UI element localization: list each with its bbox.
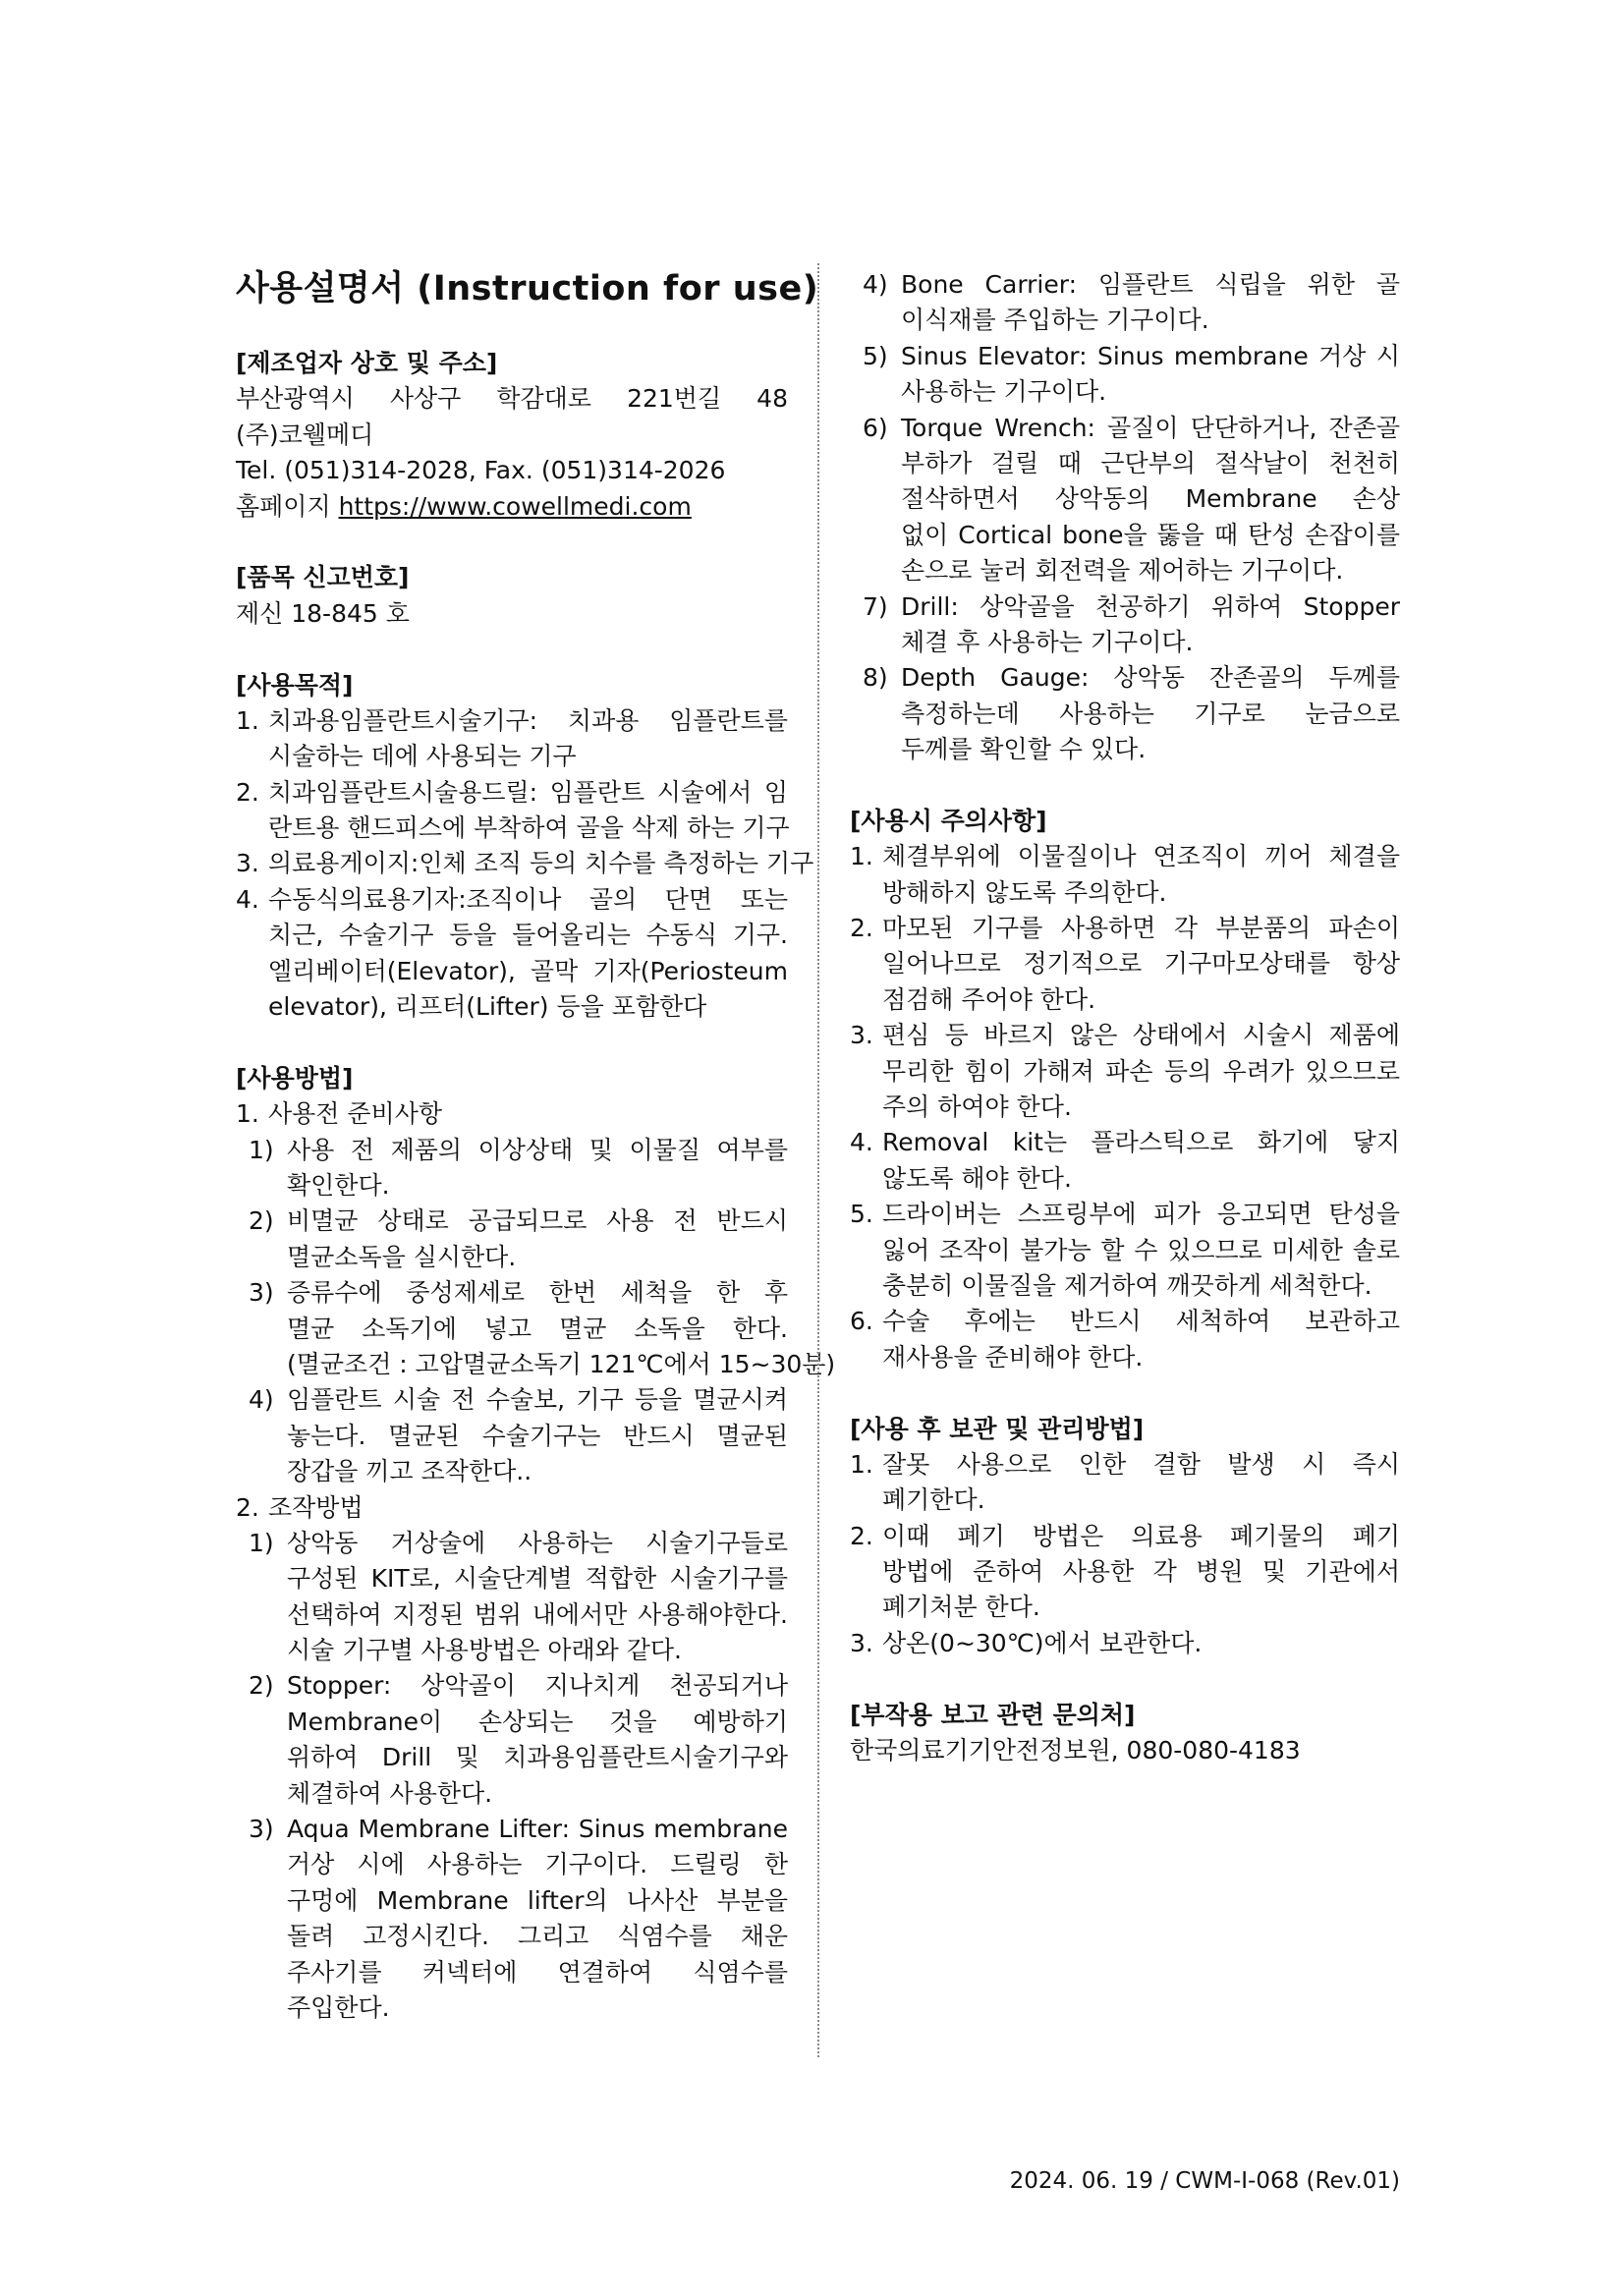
item-number: 2. bbox=[236, 777, 259, 807]
item-number: 4. bbox=[236, 884, 259, 914]
text-line: 수동식의료용기자:조직이나 골의 단면 또는 bbox=[268, 884, 788, 914]
text-line: 일어나므로 정기적으로 기구마모상태를 항상 bbox=[882, 949, 1400, 979]
text-line: 충분히 이물질을 제거하여 깨끗하게 세척한다. bbox=[882, 1270, 1372, 1300]
text-line: 수술 후에는 반드시 세척하여 보관하고 bbox=[882, 1307, 1400, 1336]
text-line: Drill: 상악골을 천공하기 위하여 Stopper bbox=[901, 591, 1400, 621]
list-item bbox=[850, 339, 1400, 411]
text-line: 사용하는 기구이다. bbox=[901, 377, 1107, 407]
section-heading: [품목 신고번호] bbox=[236, 563, 410, 592]
item-number: 1. bbox=[236, 1099, 259, 1129]
text-line: 부하가 걸릴 때 근단부의 절삭날이 천천히 bbox=[901, 448, 1400, 477]
list-item bbox=[236, 1382, 788, 1489]
list-item bbox=[236, 1668, 788, 1812]
column-divider bbox=[817, 263, 819, 2057]
text-line: Membrane이 손상되는 것을 예방하기 bbox=[287, 1707, 788, 1736]
blank-line bbox=[236, 525, 788, 560]
homepage-line bbox=[236, 489, 788, 525]
left-column bbox=[236, 346, 836, 2026]
text-line: 시술하는 데에 사용되는 기구 bbox=[268, 742, 577, 771]
text-line: 점검해 주어야 한다. bbox=[882, 984, 1096, 1014]
text-line: 체결부위에 이물질이나 연조직이 끼어 체결을 bbox=[882, 842, 1400, 871]
item-number: 3. bbox=[850, 1021, 873, 1050]
list-item bbox=[236, 1204, 788, 1275]
section-heading: [사용 후 보관 및 관리방법] bbox=[850, 1414, 1145, 1443]
text-line: Aqua Membrane Lifter: Sinus membrane bbox=[287, 1815, 788, 1844]
text-line: 상온(0~30℃)에서 보관한다. bbox=[882, 1628, 1203, 1657]
section-heading: [부작용 보고 관련 문의처] bbox=[850, 1700, 1136, 1729]
text-line: 선택하여 지정된 범위 내에서만 사용해야한다. bbox=[287, 1599, 788, 1629]
text-line: 잃어 조작이 불가능 할 수 있으므로 미세한 솔로 bbox=[882, 1235, 1400, 1264]
text-line: 거상 시에 사용하는 기구이다. 드릴링 한 bbox=[287, 1850, 788, 1879]
text-line: 멸균 소독기에 넣고 멸균 소독을 한다. bbox=[287, 1314, 788, 1343]
text-line: 주사기를 커넥터에 연결하여 식염수를 bbox=[287, 1957, 788, 1987]
item-number: 4) bbox=[863, 270, 888, 299]
list-item bbox=[850, 1197, 1400, 1304]
list-item bbox=[236, 1526, 788, 1669]
text-line: Sinus Elevator: Sinus membrane 거상 시 bbox=[901, 341, 1400, 370]
text-line: 치과용임플란트시술기구: 치과용 임플란트를 bbox=[268, 705, 788, 735]
text-line: 란트용 핸드피스에 부착하여 골을 삭제 하는 기구 bbox=[268, 813, 790, 843]
text-line: 멸균소독을 실시한다. bbox=[287, 1242, 517, 1271]
section-heading: [사용방법] bbox=[236, 1063, 354, 1092]
list-item bbox=[850, 267, 1400, 339]
text-line: 사용전 준비사항 bbox=[268, 1099, 442, 1129]
list-item bbox=[850, 1447, 1400, 1519]
list-item bbox=[236, 1812, 788, 2026]
list-item bbox=[850, 1733, 1400, 1768]
text-line: 마모된 기구를 사용하면 각 부분품의 파손이 bbox=[882, 914, 1400, 943]
text-line: 놓는다. 멸균된 수술기구는 반드시 멸균된 bbox=[287, 1421, 788, 1450]
section-heading: [제조업자 상호 및 주소] bbox=[236, 349, 498, 377]
list-item bbox=[850, 660, 1400, 767]
item-number: 3. bbox=[236, 849, 259, 878]
list-item bbox=[236, 1275, 836, 1382]
text-line: 주입한다. bbox=[287, 1992, 390, 2022]
text-line: 상악동 거상술에 사용하는 시술기구들로 bbox=[287, 1528, 788, 1557]
text-line: Removal kit는 플라스틱으로 화기에 닿지 bbox=[882, 1128, 1400, 1157]
text-line: 방해하지 않도록 주의한다. bbox=[882, 877, 1167, 907]
text-line: 이식재를 주입하는 기구이다. bbox=[901, 306, 1209, 335]
list-item bbox=[850, 1018, 1400, 1125]
text-line: 폐기한다. bbox=[882, 1485, 985, 1515]
list-item bbox=[236, 1096, 788, 1132]
text-line: elevator), 리프터(Lifter) 등을 포함한다 bbox=[268, 992, 707, 1022]
text-line: 위하여 Drill 및 치과용임플란트시술기구와 bbox=[287, 1743, 788, 1772]
list-item bbox=[236, 846, 814, 881]
text-line: 치과임플란트시술용드릴: 임플란트 시술에서 임 bbox=[268, 777, 788, 807]
list-item bbox=[850, 1304, 1400, 1375]
item-number: 2. bbox=[236, 1492, 259, 1522]
text-line: 구멍에 Membrane lifter의 나사산 부분을 bbox=[287, 1885, 788, 1915]
text-line: 구성된 KIT로, 시술단계별 적합한 시술기구를 bbox=[287, 1564, 788, 1594]
text-line: Depth Gauge: 상악동 잔존골의 두께를 bbox=[901, 663, 1400, 693]
text-line: 없이 Cortical bone을 뚫을 때 탄성 손잡이를 bbox=[901, 520, 1400, 549]
blank-line bbox=[850, 767, 1400, 803]
text-line: 의료용게이지:인체 조직 등의 치수를 측정하는 기구 bbox=[268, 849, 814, 878]
text-line: 두께를 확인할 수 있다. bbox=[901, 735, 1147, 764]
item-number: 6) bbox=[863, 413, 888, 442]
text-line: (주)코웰메디 bbox=[236, 420, 374, 449]
text-line: 절삭하면서 상악동의 Membrane 손상 bbox=[901, 484, 1400, 514]
item-number: 1. bbox=[850, 1449, 873, 1479]
text-line: 잘못 사용으로 인한 결함 발생 시 즉시 bbox=[882, 1449, 1400, 1479]
item-number: 1) bbox=[249, 1135, 274, 1164]
text-line: 증류수에 중성제세로 한번 세척을 한 후 bbox=[287, 1278, 788, 1308]
text-line: 제신 18-845 호 bbox=[236, 598, 410, 628]
list-item bbox=[236, 775, 788, 847]
list-item bbox=[850, 411, 1400, 589]
list-item bbox=[850, 839, 1400, 911]
text-line: 재사용을 준비해야 한다. bbox=[882, 1342, 1144, 1372]
text-line: 장갑을 끼고 조작한다.. bbox=[287, 1457, 532, 1486]
blank-line bbox=[236, 632, 788, 667]
text-line: Stopper: 상악골이 지나치게 천공되거나 bbox=[287, 1671, 788, 1701]
item-number: 3. bbox=[850, 1628, 873, 1657]
blank-line bbox=[236, 1025, 788, 1060]
list-item bbox=[236, 1133, 788, 1204]
item-number: 4) bbox=[249, 1385, 274, 1415]
item-number: 2. bbox=[850, 914, 873, 943]
text-line: 임플란트 시술 전 수술보, 기구 등을 멸균시켜 bbox=[287, 1385, 788, 1415]
list-item bbox=[236, 882, 788, 1026]
text-line: 방법에 준하여 사용한 각 병원 및 기관에서 bbox=[882, 1557, 1400, 1587]
text-line: 편심 등 바르지 않은 상태에서 시술시 제품에 bbox=[882, 1021, 1400, 1050]
text-line: 체결 후 사용하는 기구이다. bbox=[901, 627, 1194, 656]
section-heading: [사용목적] bbox=[236, 670, 354, 700]
text-line: 주의 하여야 한다. bbox=[882, 1092, 1072, 1121]
item-number: 1) bbox=[249, 1528, 274, 1557]
item-number: 1. bbox=[236, 705, 259, 735]
item-number: 2) bbox=[249, 1671, 274, 1701]
text-line: 체결하여 사용한다. bbox=[287, 1778, 493, 1808]
item-number: 3) bbox=[249, 1815, 274, 1844]
text-line: 이때 폐기 방법은 의료용 폐기물의 폐기 bbox=[882, 1521, 1400, 1550]
list-item bbox=[850, 1519, 1400, 1626]
list-item bbox=[850, 911, 1400, 1018]
list-item bbox=[236, 381, 788, 453]
list-item bbox=[236, 489, 788, 525]
item-number: 8) bbox=[863, 663, 888, 693]
list-item bbox=[850, 1125, 1400, 1197]
text-line: 엘리베이터(Elevator), 골막 기자(Periosteum bbox=[268, 956, 788, 985]
text-line: Bone Carrier: 임플란트 식립을 위한 골 bbox=[901, 270, 1400, 299]
item-number: 7) bbox=[863, 591, 888, 621]
blank-line bbox=[850, 1661, 1400, 1697]
item-number: 3) bbox=[249, 1278, 274, 1308]
text-line: Torque Wrench: 골질이 단단하거나, 잔존골 bbox=[901, 413, 1400, 442]
item-number: 2. bbox=[850, 1521, 873, 1550]
section-heading: [사용시 주의사항] bbox=[850, 806, 1047, 835]
text-line: 돌려 고정시킨다. 그리고 식염수를 채운 bbox=[287, 1922, 788, 1951]
item-number: 1. bbox=[850, 842, 873, 871]
item-number: 6. bbox=[850, 1307, 873, 1336]
text-line: 무리한 힘이 가해져 파손 등의 우려가 있으므로 bbox=[882, 1056, 1400, 1086]
text-line: 치근, 수술기구 등을 들어올리는 수동식 기구. bbox=[268, 921, 788, 950]
text-line: 사용 전 제품의 이상상태 및 이물질 여부를 bbox=[287, 1135, 788, 1164]
text-line: 않도록 해야 한다. bbox=[882, 1163, 1072, 1193]
blank-line bbox=[850, 1375, 1400, 1411]
list-item bbox=[850, 1626, 1400, 1661]
text-line: 손으로 눌러 회전력을 제어하는 기구이다. bbox=[901, 556, 1344, 586]
document-title: 사용설명서 (Instruction for use) bbox=[236, 269, 819, 308]
document-footer: 2024. 06. 19 / CWM-I-068 (Rev.01) bbox=[1009, 2168, 1400, 2194]
text-line: 한국의료기기안전정보원, 080-080-4183 bbox=[850, 1736, 1301, 1765]
text-line: 비멸균 상태로 공급되므로 사용 전 반드시 bbox=[287, 1206, 788, 1236]
list-item bbox=[236, 1490, 788, 1526]
item-number: 4. bbox=[850, 1128, 873, 1157]
list-item bbox=[236, 596, 788, 632]
text-line: 시술 기구별 사용방법은 아래와 같다. bbox=[287, 1636, 682, 1665]
homepage-link[interactable]: https://www.cowellmedi.com bbox=[338, 491, 692, 521]
item-number: 5) bbox=[863, 341, 888, 370]
text-line: 드라이버는 스프링부에 피가 응고되면 탄성을 bbox=[882, 1200, 1400, 1229]
list-item bbox=[850, 589, 1400, 661]
list-item bbox=[236, 703, 788, 775]
text-line: 측정하는데 사용하는 기구로 눈금으로 bbox=[901, 699, 1400, 728]
text-line: 조작방법 bbox=[268, 1492, 364, 1522]
text-line: Tel. (051)314-2028, Fax. (051)314-2026 bbox=[236, 456, 726, 485]
text-line: 폐기처분 한다. bbox=[882, 1593, 1040, 1622]
text-line: 확인한다. bbox=[287, 1170, 390, 1200]
item-number: 2) bbox=[249, 1206, 274, 1236]
text-line: (멸균조건 : 고압멸균소독기 121℃에서 15~30분) bbox=[287, 1349, 836, 1378]
item-number: 5. bbox=[850, 1200, 873, 1229]
list-item bbox=[236, 453, 788, 488]
homepage-label: 홈페이지 bbox=[236, 491, 339, 521]
right-column bbox=[850, 267, 1400, 1768]
text-line: 부산광역시 사상구 학감대로 221번길 48 bbox=[236, 384, 788, 414]
